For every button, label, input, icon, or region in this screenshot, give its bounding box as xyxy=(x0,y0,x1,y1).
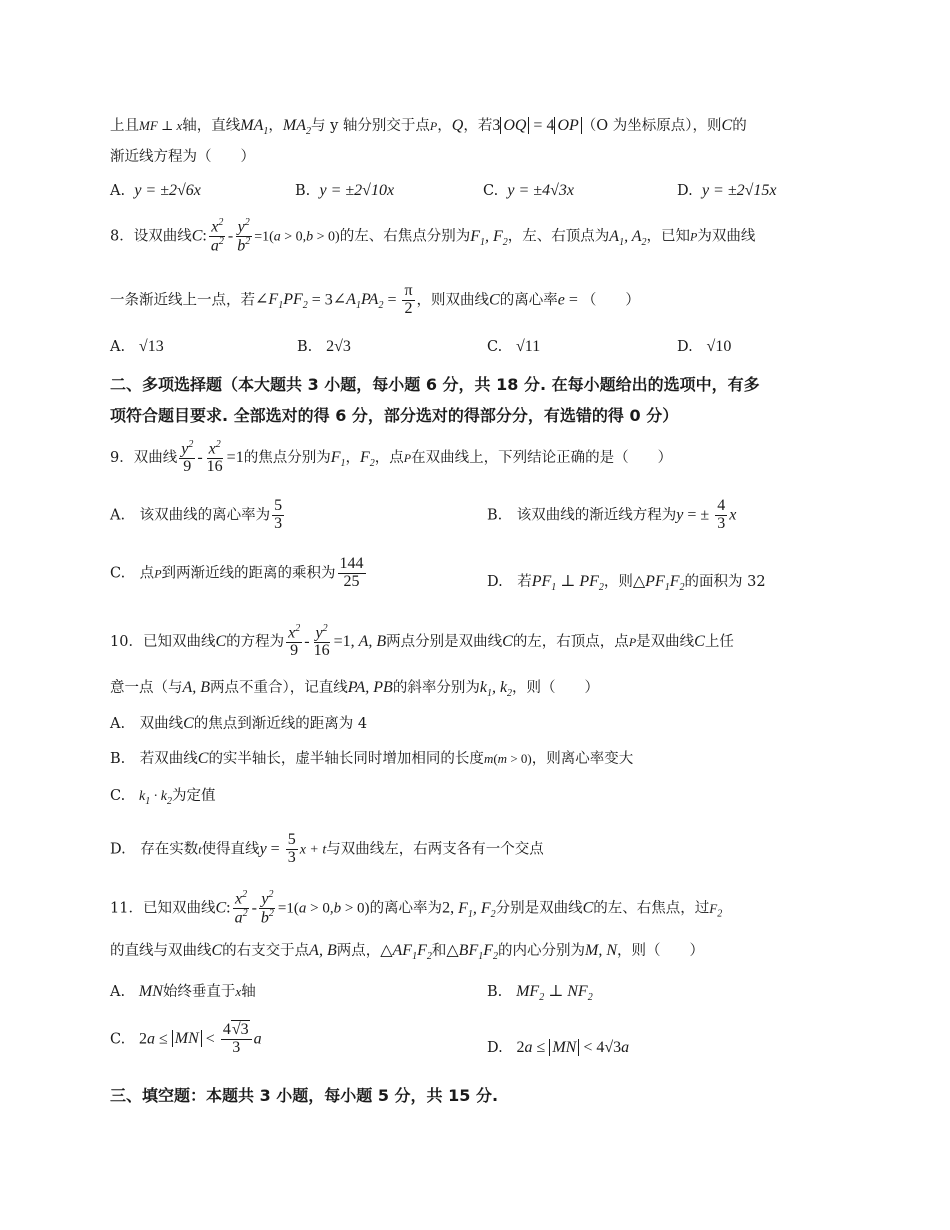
q9-line1: 9．双曲线 $\frac{y^2}{9}$ - $\frac{x^2}{16}$ =1的焦点分别为$F_1$，$F_2$，点P在双曲线上，下列结论正确的是（ ） xyxy=(110,439,673,476)
q8-option-d[interactable]: D. √10 xyxy=(677,338,732,355)
fraction: $\frac{x^2}{a^2}$ xyxy=(210,217,224,255)
q11-option-b[interactable]: B. $MF_2$ ⊥ $NF_2$ xyxy=(487,983,593,1004)
q11-option-a[interactable]: A. MN始终垂直于x轴 xyxy=(110,983,256,1000)
fraction: $\frac{y^2}{b^2}$ xyxy=(237,217,251,255)
fraction: $\frac{y^2}{b^2}$ xyxy=(260,889,274,927)
q9-option-c[interactable]: C. 点P到两渐近线的距离的乘积为 $\frac{144}{25}$ xyxy=(110,555,364,590)
fraction: $\frac{x^2}{16}$ xyxy=(206,439,223,476)
fraction: $\frac{5}{3}$ xyxy=(274,497,283,532)
fraction: $\frac{x^2}{a^2}$ xyxy=(234,889,248,927)
q11-line2: 的直线与双曲线C的右支交于点A, B两点，$\triangle AF_1F_2$和$\triangle BF_1F_2$的内心分别为M, N，则（ ） xyxy=(110,942,704,963)
fraction: $\frac{5}{3}$ xyxy=(287,831,296,866)
fraction: $\frac{144}{25}$ xyxy=(339,555,364,590)
fraction: $\frac{x^2}{9}$ xyxy=(288,623,301,660)
q7-line2: 渐近线方程为（ ） xyxy=(110,149,255,165)
q7-option-b[interactable]: B. y = ±2√10x xyxy=(295,182,395,199)
q10-option-b[interactable]: B. 若双曲线C的实半轴长，虚半轴长同时增加相同的长度m(m > 0)，则离心率变大 xyxy=(110,750,634,767)
section-2-heading-line1: 二、多项选择题（本大题共 3 小题，每小题 6 分，共 18 分. 在每小题给出的选项中，有多 xyxy=(110,375,760,394)
q10-option-a[interactable]: A. 双曲线C的焦点到渐近线的距离为 4 xyxy=(110,715,368,732)
q10-option-c[interactable]: C. $k_1 \cdot k_2$为定值 xyxy=(110,788,216,807)
q10-option-d[interactable]: D. 存在实数t使得直线y = $\frac{5}{3}$ x + t与双曲线左，右两支各有一个交点 xyxy=(110,831,544,866)
q11-line1: 11．已知双曲线C: $\frac{x^2}{a^2}$ - $\frac{y^2}{b^2}$ =1(a > 0,b > 0)的离心率为2, $F_1$, $F_2$分别是双曲线C的左、右焦点，过$F_2$ xyxy=(110,889,723,927)
fraction: $\frac{y^2}{9}$ xyxy=(181,439,194,476)
q11-option-c[interactable]: C. 2a ≤ MN < $\frac{4√3}{3}$ a xyxy=(110,1021,262,1056)
fraction: $\frac{y^2}{16}$ xyxy=(313,623,330,660)
q7-option-a[interactable]: A. y = ±2√6x xyxy=(110,182,201,199)
fraction: $\frac{\pi}{2}$ xyxy=(404,282,413,317)
q8-option-c[interactable]: C. √11 xyxy=(487,338,541,355)
q9-option-b[interactable]: B. 该双曲线的渐近线方程为y = ± $\frac{4}{3}$ x xyxy=(487,497,737,532)
section-2-heading-line2: 项符合题目要求. 全部选对的得 6 分，部分选对的得部分分，有选错的得 0 分） xyxy=(110,406,679,425)
q7-line1: 上且MF ⊥ x轴，直线$MA_1$，$MA_2$与 y 轴分别交于点P，Q，若3 OQ = 4 OP （O 为坐标原点），则C的 xyxy=(110,117,747,138)
q9-option-a[interactable]: A. 该双曲线的离心率为 $\frac{5}{3}$ xyxy=(110,497,283,532)
fraction: $\frac{4√3}{3}$ xyxy=(221,1022,252,1057)
q10-line2: 意一点（与A, B两点不重合），记直线PA, PB的斜率分别为$k_1$, $k_2$，则（ ） xyxy=(110,679,600,700)
q8-line2: 一条渐近线上一点，若$\angle F_1PF_2$ = $3\angle A_1PA_2$ = $\frac{\pi}{2}$ ，则双曲线C的离心率e = （ ） xyxy=(110,282,640,317)
q9-option-d[interactable]: D. 若$PF_1$ ⊥ $PF_2$，则$\triangle PF_1F_2$的面积为 32 xyxy=(487,573,766,594)
q10-line1: 10．已知双曲线C的方程为 $\frac{x^2}{9}$ - $\frac{y^2}{16}$ =1, A, B两点分别是双曲线C的左，右顶点，点P是双曲线C上任 xyxy=(110,623,734,660)
section-3-heading: 三、填空题：本题共 3 小题，每小题 5 分，共 15 分. xyxy=(110,1086,499,1105)
q8-line1: 8．设双曲线C: $\frac{x^2}{a^2}$ - $\frac{y^2}{b^2}$ =1(a > 0,b > 0)的左、右焦点分别为$F_1$, $F_2$，左、右顶点为$A_1$, $A_2$，已知P为双曲线 xyxy=(110,217,756,255)
fraction: $\frac{4}{3}$ xyxy=(717,497,726,532)
q8-option-a[interactable]: A. √13 xyxy=(110,338,164,355)
q11-option-d[interactable]: D. 2a ≤ MN < 4√3a xyxy=(487,1039,630,1056)
q8-option-b[interactable]: B. 2√3 xyxy=(297,338,351,355)
q7-option-d[interactable]: D. y = ±2√15x xyxy=(677,182,777,199)
q7-option-c[interactable]: C. y = ±4√3x xyxy=(483,182,574,199)
